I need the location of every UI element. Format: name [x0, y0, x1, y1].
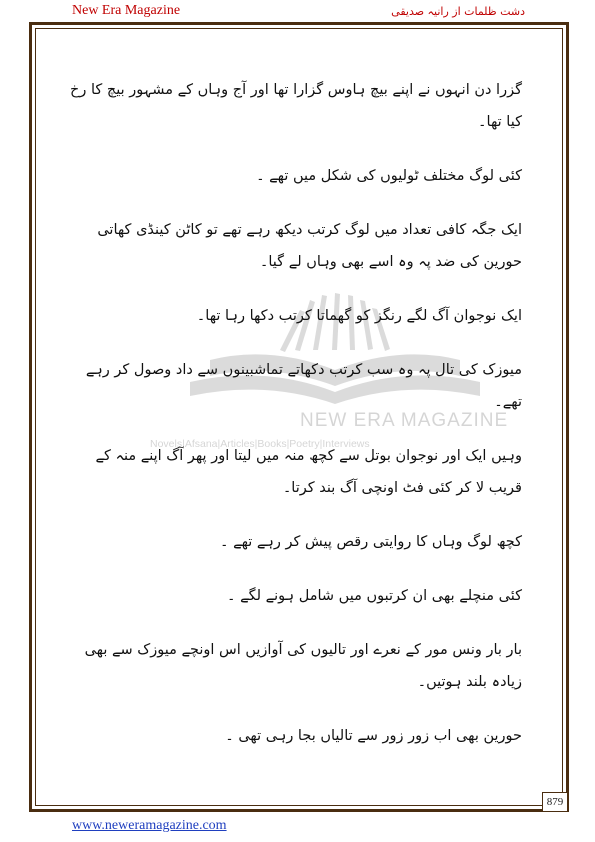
paragraph: ایک جگہ کافی تعداد میں لوگ کرتب دیکھ رہے تھے تو کاٹن کینڈی کھاتی حورین کی ضد پہ وہ اسے بھی وہاں لے گیا۔ — [97, 222, 522, 270]
paragraph: حورین بھی اب زور زور سے تالیاں بجا رہی تھی ۔ — [225, 728, 522, 744]
paragraph: بار بار ونس مور کے نعرے اور تالیوں کی آوازیں اس اونچے میوزک سے بھی زیادہ بلند ہوتیں۔ — [84, 642, 522, 690]
watermark-title: NEW ERA MAGAZINE — [300, 410, 509, 431]
website-link[interactable]: www.neweramagazine.com — [72, 818, 227, 833]
paragraph: گزرا دن انہوں نے اپنے بیچ ہاوس گزارا تھا اور آج وہاں کے مشہور بیچ کا رخ کیا تھا۔ — [70, 82, 522, 130]
magazine-title: New Era Magazine — [72, 3, 181, 18]
watermark-subtitle: Novels|Afsana|Articles|Books|Poetry|Interviews — [150, 438, 370, 450]
page-number: 879 — [542, 792, 567, 811]
paragraph: کچھ لوگ وہاں کا روایتی رقص پیش کر رہے تھے ۔ — [219, 534, 522, 550]
paragraph: کئی منچلے بھی ان کرتبوں میں شامل ہونے لگے ۔ — [226, 588, 522, 604]
paragraph: ایک نوجوان آگ لگے رنگز کو گھماتا کرتب دکھا رہا تھا۔ — [196, 308, 522, 324]
paragraph: وہیں ایک اور نوجوان بوتل سے کچھ منہ میں لیتا اور پھر آگ اپنے منہ کے قریب لا کر کئی فٹ اونچی آگ بند کرتا۔ — [95, 448, 522, 496]
paragraph: میوزک کی تال پہ وہ سب کرتب دکھاتے تماشبینوں سے داد وصول کر رہے تھے۔ — [85, 362, 522, 410]
story-text — [60, 74, 522, 774]
paragraph: کئی لوگ مختلف ٹولیوں کی شکل میں تھے ۔ — [256, 168, 522, 184]
story-title: دشت ظلمات از رانیہ صدیقی — [391, 5, 525, 18]
